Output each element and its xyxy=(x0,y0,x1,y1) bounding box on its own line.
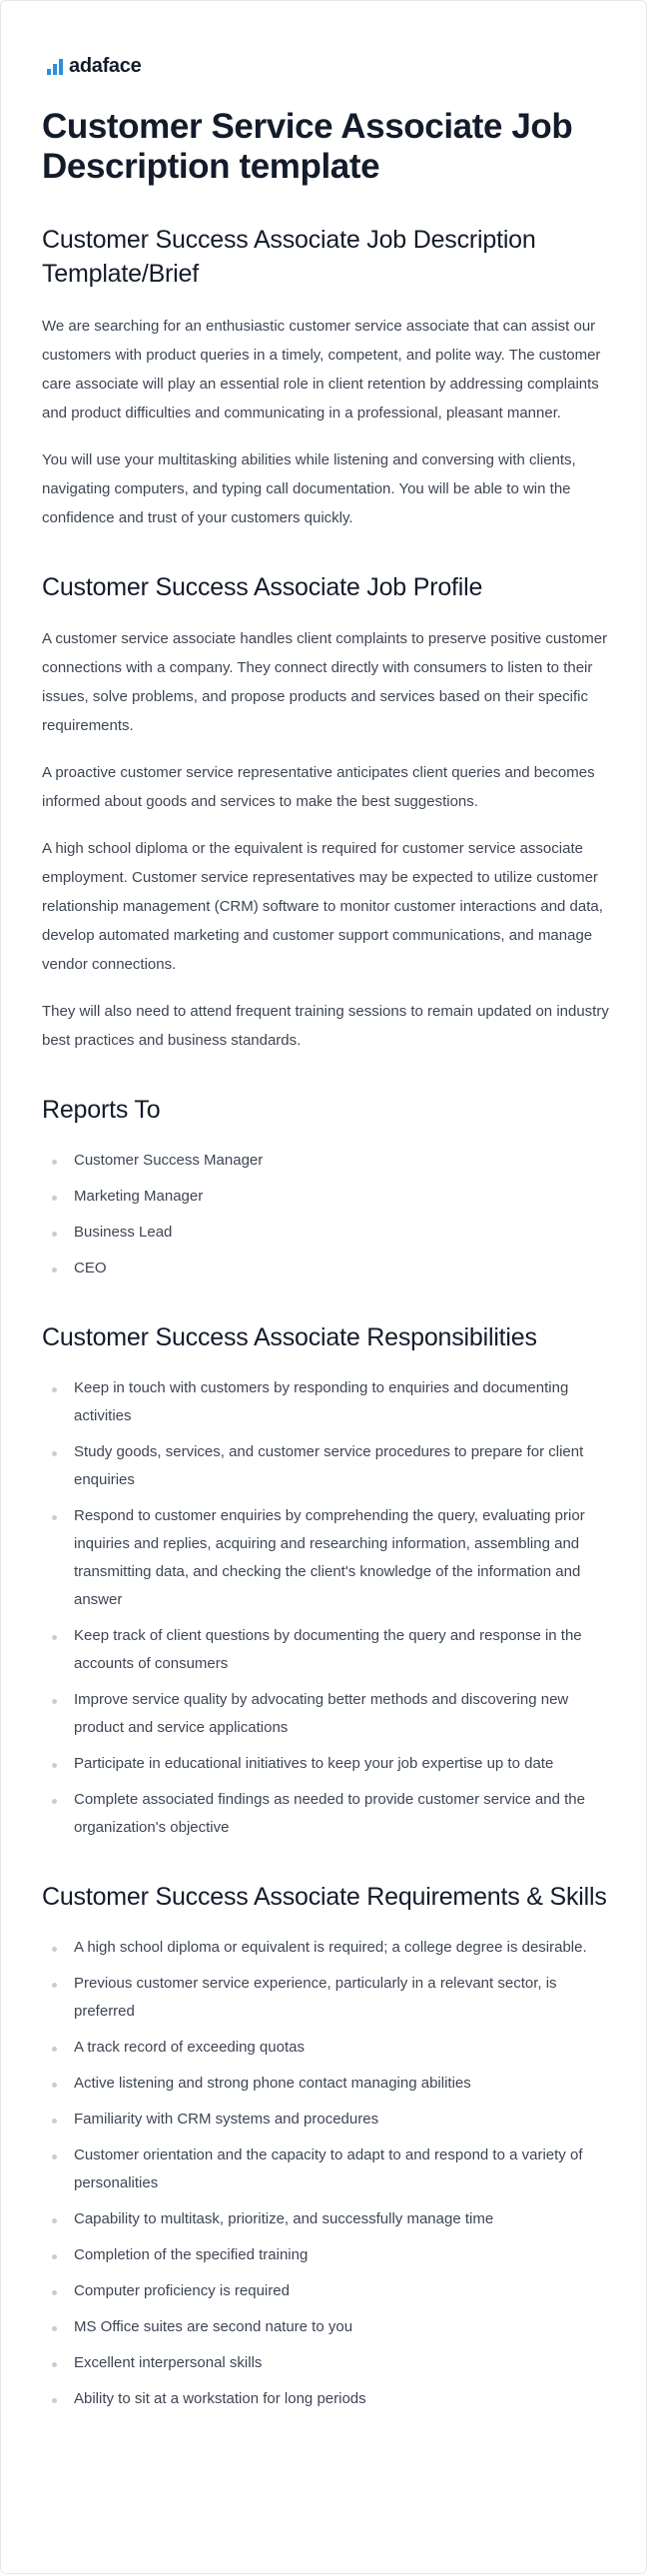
list-item: Ability to sit at a workstation for long periods xyxy=(42,2385,611,2413)
list-item: A track record of exceeding quotas xyxy=(42,2034,611,2062)
list-item: Excellent interpersonal skills xyxy=(42,2349,611,2377)
list-item: Respond to customer enquiries by comprehending the query, evaluating prior inquiries and replies, acquiring and researching information, assembling and transmitting data, and checking the client's knowledge of the information and answer xyxy=(42,1502,611,1614)
brand-name: adaface xyxy=(69,55,142,77)
requirements-heading: Customer Success Associate Requirements & Skills xyxy=(42,1883,607,1911)
list-item: Customer Success Manager xyxy=(42,1147,611,1175)
responsibilities-list xyxy=(42,1374,611,1842)
list-item: Complete associated findings as needed to provide customer service and the organization's objective xyxy=(42,1786,611,1842)
profile-paragraph: They will also need to attend frequent training sessions to remain updated on industry best practices and business standards. xyxy=(42,1003,609,1049)
list-item: Customer orientation and the capacity to adapt to and respond to a variety of personalities xyxy=(42,2142,611,2197)
requirements-list xyxy=(42,1934,611,2413)
list-item: Study goods, services, and customer service procedures to prepare for client enquiries xyxy=(42,1438,611,1494)
list-item: Participate in educational initiatives to keep your job expertise up to date xyxy=(42,1750,611,1778)
list-item: A high school diploma or equivalent is required; a college degree is desirable. xyxy=(42,1934,611,1962)
responsibilities-heading: Customer Success Associate Responsibilities xyxy=(42,1323,537,1351)
profile-paragraph: A high school diploma or the equivalent is required for customer service associate employment. Customer service representatives may be expected to utilize customer relationship management (CRM) software to monitor customer interactions and data, develop automated marketing and customer support communications, and manage vendor connections. xyxy=(42,840,603,973)
article xyxy=(42,107,611,2413)
list-item: Completion of the specified training xyxy=(42,2241,611,2269)
list-item: Improve service quality by advocating better methods and discovering new product and service applications xyxy=(42,1686,611,1742)
adaface-logo-icon xyxy=(47,59,63,75)
brief-paragraph: We are searching for an enthusiastic customer service associate that can assist our customers with product queries in a timely, competent, and polite way. The customer care associate will play an essential role in client retention by addressing complaints and product difficulties and communicating in a professional, pleasant manner. xyxy=(42,318,601,422)
list-item: Marketing Manager xyxy=(42,1183,611,1211)
profile-heading: Customer Success Associate Job Profile xyxy=(42,573,483,601)
page-title: Customer Service Associate Job Description template xyxy=(42,107,573,186)
list-item: Business Lead xyxy=(42,1219,611,1247)
brief-paragraph: You will use your multitasking abilities while listening and conversing with clients, navigating computers, and typing call documentation. You will be able to win the confidence and trust of your customers quickly. xyxy=(42,451,576,526)
list-item: Previous customer service experience, particularly in a relevant sector, is preferred xyxy=(42,1970,611,2026)
list-item: Familiarity with CRM systems and procedures xyxy=(42,2106,611,2134)
profile-paragraph: A customer service associate handles client complaints to preserve positive customer connections with a company. They connect directly with consumers to listen to their issues, solve problems, and propose products and services based on their specific requirements. xyxy=(42,630,608,734)
brief-heading: Customer Success Associate Job Description Template/Brief xyxy=(42,226,536,288)
profile-paragraph: A proactive customer service representative anticipates client queries and becomes informed about goods and services to make the best suggestions. xyxy=(42,764,595,810)
list-item: Active listening and strong phone contact managing abilities xyxy=(42,2070,611,2098)
list-item: MS Office suites are second nature to you xyxy=(42,2313,611,2341)
list-item: CEO xyxy=(42,1255,611,1283)
list-item: Computer proficiency is required xyxy=(42,2277,611,2305)
brand-logo[interactable] xyxy=(47,55,141,78)
list-item: Capability to multitask, prioritize, and successfully manage time xyxy=(42,2205,611,2233)
list-item: Keep in touch with customers by responding to enquiries and documenting activities xyxy=(42,1374,611,1430)
reports-to-list xyxy=(42,1147,611,1283)
reports-to-heading: Reports To xyxy=(42,1096,161,1124)
list-item: Keep track of client questions by documenting the query and response in the accounts of consumers xyxy=(42,1622,611,1678)
